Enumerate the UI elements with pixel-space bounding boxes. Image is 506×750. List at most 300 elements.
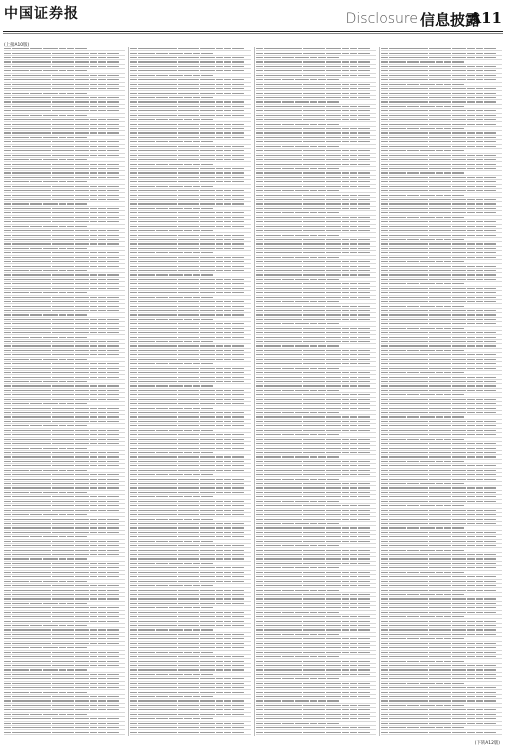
- table-cell: [67, 425, 74, 426]
- table-cell: [107, 430, 119, 431]
- table-cell: [67, 714, 74, 715]
- table-cell: [90, 164, 97, 165]
- table-cell: [90, 354, 97, 355]
- table-cell: [178, 558, 200, 559]
- table-cell: [216, 554, 223, 555]
- table-cell: [107, 341, 119, 342]
- table-cell: [358, 550, 370, 551]
- table-cell: [12, 128, 51, 129]
- table-cell: [216, 727, 223, 728]
- table-cell: [216, 390, 223, 391]
- table-cell: [98, 527, 105, 528]
- table-cell: [256, 598, 263, 599]
- table-cell: [4, 93, 11, 94]
- table-cell: [358, 372, 370, 373]
- table-cell: [216, 150, 223, 151]
- table-cell: [138, 270, 177, 271]
- table-cell: [178, 381, 200, 382]
- table-cell: [318, 323, 325, 324]
- table-cell: [216, 434, 223, 435]
- table-cell: [52, 345, 74, 346]
- table-cell: [310, 434, 317, 435]
- table-cell: [358, 487, 370, 488]
- table-cell: [476, 101, 483, 102]
- table-cell: [389, 88, 428, 89]
- table-cell: [256, 274, 263, 275]
- table-cell: [12, 669, 29, 670]
- table-cell: [476, 141, 483, 142]
- table-cell: [107, 510, 119, 511]
- table-cell: [138, 683, 177, 684]
- table-cell: [12, 190, 51, 191]
- table-cell: [75, 696, 89, 697]
- table-cell: [200, 354, 214, 355]
- table-cell: [224, 590, 231, 591]
- table-cell: [358, 483, 370, 484]
- table-cell: [130, 572, 137, 573]
- table-cell: [350, 381, 357, 382]
- table-cell: [98, 510, 105, 511]
- table-cell: [452, 101, 466, 102]
- table-cell: [107, 79, 119, 80]
- table-cell: [358, 669, 370, 670]
- table-cell: [303, 439, 325, 440]
- table-cell: [310, 190, 317, 191]
- table-cell: [310, 567, 317, 568]
- table-cell: [232, 590, 244, 591]
- table-cell: [75, 483, 89, 484]
- table-cell: [342, 354, 349, 355]
- table-cell: [389, 75, 428, 76]
- table-cell: [200, 581, 214, 582]
- table-cell: [264, 523, 281, 524]
- table-cell: [350, 607, 357, 608]
- table-cell: [169, 541, 183, 542]
- table-cell: [52, 523, 74, 524]
- table-cell: [98, 110, 105, 111]
- table-cell: [358, 159, 370, 160]
- table-cell: [52, 656, 74, 657]
- table-cell: [178, 545, 200, 546]
- table-cell: [130, 208, 137, 209]
- table-cell: [256, 638, 263, 639]
- table-cell: [350, 328, 357, 329]
- table-cell: [350, 93, 357, 94]
- table-cell: [342, 172, 349, 173]
- table-cell: [216, 61, 223, 62]
- table-cell: [264, 625, 303, 626]
- table-cell: [184, 452, 191, 453]
- table-cell: [107, 128, 119, 129]
- table-cell: [201, 408, 213, 409]
- table-cell: [256, 66, 263, 67]
- table-cell: [326, 172, 340, 173]
- table-cell: [264, 195, 303, 196]
- table-cell: [200, 590, 214, 591]
- table-cell: [326, 341, 340, 342]
- table-cell: [138, 487, 177, 488]
- table-cell: [256, 612, 263, 613]
- table-cell: [178, 150, 200, 151]
- table-cell: [216, 603, 223, 604]
- table-cell: [4, 519, 11, 520]
- table-cell: [318, 345, 325, 346]
- table-cell: [138, 496, 155, 497]
- table-column: [3, 47, 126, 736]
- table-cell: [342, 306, 349, 307]
- table-cell: [138, 408, 155, 409]
- table-cell: [224, 48, 231, 49]
- table-cell: [327, 656, 339, 657]
- table-cell: [98, 590, 105, 591]
- table-cell: [138, 159, 177, 160]
- table-cell: [138, 212, 177, 213]
- table-cell: [12, 527, 51, 528]
- table-cell: [358, 514, 370, 515]
- table-cell: [342, 328, 349, 329]
- table-cell: [358, 705, 370, 706]
- table-cell: [303, 519, 325, 520]
- table-cell: [201, 674, 213, 675]
- table-cell: [130, 416, 137, 417]
- table-cell: [178, 416, 200, 417]
- table-cell: [264, 97, 303, 98]
- table-cell: [75, 119, 89, 120]
- table-cell: [75, 164, 89, 165]
- table-cell: [12, 350, 51, 351]
- table-cell: [138, 692, 177, 693]
- table-cell: [282, 101, 294, 102]
- table-cell: [169, 319, 183, 320]
- table-cell: [67, 115, 74, 116]
- table-cell: [467, 137, 474, 138]
- table-cell: [264, 261, 303, 262]
- table-cell: [326, 221, 340, 222]
- table-cell: [12, 652, 51, 653]
- table-cell: [4, 199, 11, 200]
- table-cell: [327, 190, 339, 191]
- table-cell: [52, 328, 74, 329]
- table-cell: [326, 647, 340, 648]
- table-cell: [318, 301, 325, 302]
- table-cell: [130, 603, 137, 604]
- table-cell: [264, 61, 303, 62]
- table-cell: [200, 434, 214, 435]
- table-cell: [4, 252, 11, 253]
- table-cell: [350, 661, 357, 662]
- table-cell: [256, 261, 263, 262]
- table-cell: [224, 159, 231, 160]
- table-cell: [224, 665, 231, 666]
- table-cell: [224, 93, 231, 94]
- table-cell: [184, 230, 191, 231]
- table-cell: [52, 168, 74, 169]
- table-cell: [358, 505, 370, 506]
- table-cell: [224, 372, 231, 373]
- table-cell: [452, 150, 464, 151]
- table-cell: [342, 115, 349, 116]
- table-cell: [216, 550, 223, 551]
- table-cell: [256, 590, 263, 591]
- table-cell: [467, 88, 474, 89]
- table-cell: [138, 590, 177, 591]
- table-cell: [178, 394, 200, 395]
- table-cell: [107, 354, 119, 355]
- table-cell: [75, 448, 87, 449]
- table-cell: [184, 430, 191, 431]
- table-cell: [12, 461, 51, 462]
- table-cell: [282, 723, 294, 724]
- table-cell: [342, 70, 349, 71]
- table-cell: [130, 527, 137, 528]
- table-cell: [310, 146, 317, 147]
- table-cell: [303, 687, 325, 688]
- table-cell: [4, 567, 11, 568]
- table-cell: [178, 470, 200, 471]
- table-cell: [12, 332, 51, 333]
- table-cell: [12, 430, 51, 431]
- table-cell: [303, 297, 325, 298]
- table-cell: [310, 390, 317, 391]
- table-cell: [193, 474, 200, 475]
- table-cell: [52, 594, 74, 595]
- table-cell: [107, 377, 119, 378]
- table-cell: [90, 221, 97, 222]
- table-cell: [138, 612, 177, 613]
- table-cell: [358, 492, 370, 493]
- table-cell: [4, 434, 11, 435]
- table-cell: [224, 212, 231, 213]
- table-cell: [264, 403, 303, 404]
- table-cell: [200, 709, 214, 710]
- table-cell: [216, 590, 223, 591]
- table-cell: [12, 141, 51, 142]
- table-cell: [30, 381, 42, 382]
- table-cell: [200, 625, 214, 626]
- table-cell: [12, 470, 29, 471]
- table-cell: [90, 700, 97, 701]
- table-cell: [342, 496, 349, 497]
- table-cell: [4, 598, 11, 599]
- table-cell: [200, 106, 214, 107]
- table-cell: [256, 705, 263, 706]
- table-cell: [200, 616, 214, 617]
- table-cell: [169, 452, 183, 453]
- table-cell: [107, 252, 119, 253]
- table-cell: [342, 381, 349, 382]
- table-cell: [12, 252, 51, 253]
- table-cell: [98, 545, 105, 546]
- table-cell: [224, 514, 231, 515]
- table-cell: [342, 696, 349, 697]
- table-cell: [264, 692, 303, 693]
- table-cell: [193, 629, 200, 630]
- table-cell: [138, 363, 155, 364]
- table-cell: [342, 274, 349, 275]
- table-cell: [318, 456, 325, 457]
- table-cell: [389, 106, 406, 107]
- table-cell: [138, 492, 177, 493]
- table-cell: [138, 323, 177, 324]
- table-cell: [452, 53, 466, 54]
- table-cell: [264, 88, 303, 89]
- table-cell: [107, 456, 119, 457]
- table-cell: [75, 514, 87, 515]
- table-cell: [75, 492, 87, 493]
- table-cell: [178, 372, 200, 373]
- table-cell: [350, 687, 357, 688]
- table-cell: [130, 359, 137, 360]
- table-cell: [130, 150, 137, 151]
- table-cell: [90, 554, 97, 555]
- table-cell: [75, 496, 89, 497]
- table-cell: [381, 61, 388, 62]
- table-cell: [130, 581, 137, 582]
- table-cell: [90, 372, 97, 373]
- table-cell: [130, 332, 137, 333]
- table-cell: [342, 66, 349, 67]
- table-cell: [350, 310, 357, 311]
- table-cell: [200, 603, 214, 604]
- table-cell: [4, 70, 11, 71]
- table-cell: [130, 319, 137, 320]
- table-cell: [4, 172, 11, 173]
- section-title-cn: 信息披露: [419, 11, 480, 29]
- table-cell: [350, 354, 357, 355]
- table-cell: [303, 53, 325, 54]
- table-cell: [303, 487, 325, 488]
- table-cell: [59, 492, 66, 493]
- table-cell: [216, 545, 223, 546]
- table-cell: [358, 221, 370, 222]
- table-cell: [138, 656, 177, 657]
- table-cell: [130, 350, 137, 351]
- table-cell: [4, 661, 11, 662]
- table-cell: [169, 119, 183, 120]
- table-cell: [193, 519, 200, 520]
- table-cell: [303, 705, 325, 706]
- table-cell: [264, 57, 281, 58]
- table-cell: [184, 119, 191, 120]
- table-cell: [358, 195, 370, 196]
- table-cell: [98, 390, 105, 391]
- table-cell: [326, 643, 340, 644]
- table-cell: [130, 239, 137, 240]
- table-cell: [4, 456, 11, 457]
- table-cell: [138, 634, 177, 635]
- table-cell: [350, 505, 357, 506]
- table-cell: [303, 661, 325, 662]
- table-cell: [75, 212, 89, 213]
- table-cell: [107, 732, 119, 733]
- table-cell: [12, 177, 51, 178]
- table-cell: [184, 652, 191, 653]
- table-cell: [178, 581, 200, 582]
- table-cell: [232, 536, 244, 537]
- table-cell: [256, 687, 263, 688]
- table-cell: [216, 172, 223, 173]
- table-cell: [342, 75, 349, 76]
- table-cell: [216, 412, 223, 413]
- table-cell: [178, 306, 200, 307]
- table-cell: [264, 661, 303, 662]
- table-cell: [224, 479, 231, 480]
- table-cell: [12, 456, 51, 457]
- table-cell: [381, 128, 388, 129]
- table-cell: [67, 536, 74, 537]
- table-cell: [342, 563, 349, 564]
- table-cell: [264, 572, 303, 573]
- table-cell: [224, 638, 231, 639]
- table-cell: [256, 403, 263, 404]
- table-cell: [4, 350, 11, 351]
- table-cell: [342, 669, 349, 670]
- table-cell: [381, 110, 388, 111]
- table-cell: [12, 239, 51, 240]
- table-cell: [12, 683, 51, 684]
- table-cell: [350, 385, 357, 386]
- table-cell: [342, 110, 349, 111]
- table-cell: [130, 492, 137, 493]
- table-cell: [4, 88, 11, 89]
- table-cell: [90, 168, 97, 169]
- table-cell: [200, 350, 214, 351]
- table-cell: [452, 146, 466, 147]
- table-cell: [318, 190, 325, 191]
- table-cell: [264, 465, 303, 466]
- table-cell: [232, 57, 244, 58]
- table-cell: [178, 594, 200, 595]
- table-cell: [216, 155, 223, 156]
- table-cell: [216, 487, 223, 488]
- table-cell: [264, 683, 303, 684]
- table-cell: [350, 629, 357, 630]
- table-cell: [452, 137, 466, 138]
- table-cell: [232, 558, 244, 559]
- table-cell: [107, 124, 119, 125]
- table-cell: [98, 718, 105, 719]
- table-cell: [318, 146, 325, 147]
- table-cell: [12, 696, 51, 697]
- table-cell: [98, 341, 105, 342]
- table-cell: [107, 709, 119, 710]
- table-cell: [75, 297, 89, 298]
- table-cell: [178, 310, 200, 311]
- table-cell: [476, 53, 483, 54]
- table-cell: [52, 612, 74, 613]
- table-cell: [350, 363, 357, 364]
- table-cell: [232, 377, 244, 378]
- table-cell: [138, 93, 177, 94]
- table-cell: [224, 381, 231, 382]
- table-cell: [107, 594, 119, 595]
- table-cell: [178, 301, 200, 302]
- table-cell: [52, 128, 74, 129]
- table-cell: [224, 288, 231, 289]
- table-cell: [282, 390, 294, 391]
- table-cell: [358, 394, 370, 395]
- table-cell: [201, 452, 213, 453]
- table-cell: [326, 692, 340, 693]
- table-cell: [326, 128, 340, 129]
- table-cell: [90, 545, 97, 546]
- table-cell: [12, 181, 29, 182]
- table-cell: [303, 248, 325, 249]
- table-cell: [107, 616, 119, 617]
- table-cell: [342, 403, 349, 404]
- table-cell: [4, 554, 11, 555]
- table-cell: [178, 172, 200, 173]
